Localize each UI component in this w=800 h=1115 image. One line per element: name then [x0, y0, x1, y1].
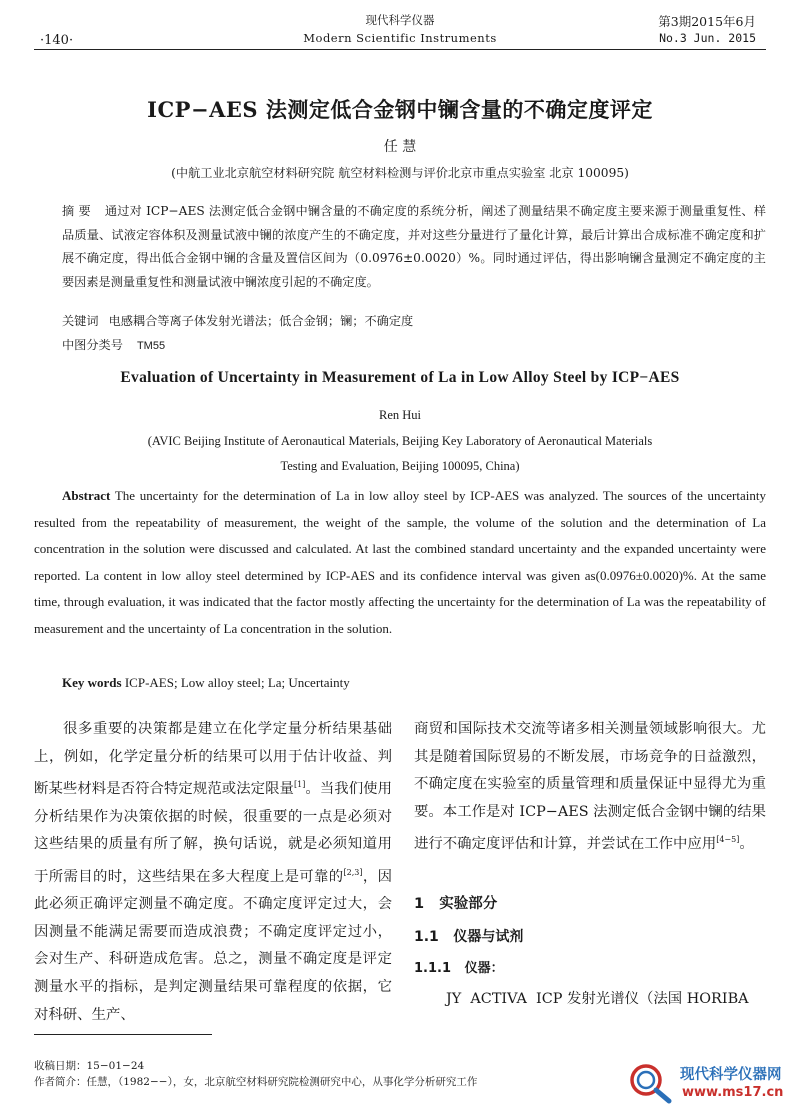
title-cn: ICP−AES 法测定低合金钢中镧含量的不确定度评定 — [147, 97, 653, 122]
keywords-cn-label: 关键词 — [62, 314, 99, 328]
keywords-en-text: ICP-AES; Low alloy steel; La; Uncertainty — [124, 675, 350, 690]
section-heading-1-1: 1.1 仪器与试剂 — [414, 929, 524, 945]
journal-name-en: Modern Scientific Instruments — [303, 31, 497, 45]
author-cn: 任 慧 — [383, 139, 417, 155]
affiliation-en-line1: (AVIC Beijing Institute of Aeronautical Materials, Beijing Key Laboratory of Aeronautical Materials — [147, 434, 653, 448]
citation-4-5: [4−5] — [716, 835, 740, 845]
body-right-column — [414, 716, 766, 859]
affiliation-cn: (中航工业北京航空材料研究院 航空材料检测与评价北京市重点实验室 北京 100095) — [171, 166, 629, 180]
abstract-en-label: Abstract — [62, 488, 111, 503]
abstract-en-text: The uncertainty for the determination of La in low alloy steel by ICP-AES was analyzed. The sources of the uncertainty resulted from the repeatability of measurement, the weight of the sample, the volume of the solution and the determination of La concentration in the solution were discussed and calculated. At last the combined standard uncertainty and the expanded uncertainty were reported. La content in low alloy steel determined by ICP-AES and its confidence interval was given as(0.0976±0.0020)%. At the same time, through evaluation, it was indicated that the factor mostly affecting the uncertainty for the determination of La was the repeatability of measurement and the uncertainty of La concentration in the solution. — [34, 488, 766, 636]
body-right-p1: 商贸和国际技术交流等诸多相关测量领域影响很大。尤其是随着国际贸易的不断发展，市场竞争的日益激烈，不确定度在实验室的质量管理和质量保证中显得尤为重要。本工作是对 ICP−AES 法测定低合金钢中镧的结果进行不确定度评估和计算，并尝试在工作中应用 — [414, 721, 766, 853]
header-rule — [34, 49, 766, 50]
clc-label: 中图分类号 — [62, 338, 123, 352]
body-left-p1: 很多重要的决策都是建立在化学定量分析结果基础上，例如，化学定量分析的结果可以用于估计收益、判断某些材料是否符合特定规范或法定限量 — [34, 721, 392, 797]
page-number: ·140· — [40, 33, 74, 48]
watermark-logo — [626, 1062, 674, 1104]
abstract-cn-text: 通过对 ICP−AES 法测定低合金钢中镧含量的不确定度的系统分析，阐述了测量结果不确定度主要来源于测量重复性、样品质量、试液定容体积及测量试液中镧的浓度产生的不确定度，并对这些分量进行了量化计算，最后计算出合成标准不确定度和扩展不确定度，得出低合金钢中镧的含量及置信区间为（0.0976±0.0020）%。同时通过评估，得出影响镧含量测定不确定度的主要因素是测量重复性和测量试液中镧浓度引起的不确定度。 — [62, 204, 766, 290]
issue-en: No.3 Jun. 2015 — [659, 31, 756, 45]
footnote-rule — [34, 1034, 212, 1035]
section-heading-1: 1 实验部分 — [414, 896, 498, 912]
affiliation-en-line2: Testing and Evaluation, Beijing 100095, China) — [280, 459, 520, 473]
footnote-received: 收稿日期：15−01−24 — [34, 1060, 145, 1072]
clc-text: TM55 — [136, 340, 166, 352]
title-en: Evaluation of Uncertainty in Measurement of La in Low Alloy Steel by ICP−AES — [120, 369, 680, 386]
body-right-p2: JY ACTIVA ICP 发射光谱仪（法国 HORIBA — [446, 991, 749, 1007]
watermark-url: www.ms17.cn — [682, 1085, 784, 1100]
clc-number — [62, 334, 766, 359]
issue-cn: 第3期2015年6月 — [658, 14, 756, 29]
body-left-p2: 。当我们使用分析结果作为决策依据的时候，很重要的一点是必须对这些结果的质量有所了解，换句话说，就是必须知道用于所需目的时，这些结果在多大程度上是可靠的 — [34, 780, 392, 885]
keywords-en-label: Key words — [62, 675, 122, 690]
journal-name-cn: 现代科学仪器 — [365, 13, 435, 27]
footnote-author: 作者简介：任慧，（1982−−），女，北京航空材料研究院检测研究中心，从事化学分析研究工作 — [34, 1076, 478, 1088]
keywords-en — [34, 670, 766, 697]
citation-1: [1] — [293, 780, 306, 790]
keywords-cn-text: 电感耦合等离子体发射光谱法；低合金钢；镧；不确定度 — [108, 314, 414, 328]
body-left-p3: ，因此必须正确评定测量不确定度。不确定度评定过大，会因测量不能满足需要而造成浪费；不确定度评定过小，会对生产、科研造成危害。总之，测量不确定度是评定测量水平的指标，是判定测量结果可靠程度的依据，它对科研、生产、 — [34, 868, 392, 1023]
section-heading-1-1-1: 1.1.1 仪器： — [414, 961, 504, 976]
citation-2-3: [2,3] — [343, 867, 363, 877]
keywords-cn — [62, 310, 766, 334]
abstract-en — [34, 483, 766, 642]
body-left-column — [34, 716, 392, 1029]
watermark-text: 现代科学仪器网 — [680, 1067, 782, 1083]
abstract-cn — [62, 200, 766, 295]
magnifier-logo-icon — [626, 1062, 674, 1104]
body-right-p1-end: 。 — [739, 836, 754, 853]
author-en: Ren Hui — [378, 408, 421, 422]
abstract-cn-label: 摘 要 — [62, 204, 91, 218]
